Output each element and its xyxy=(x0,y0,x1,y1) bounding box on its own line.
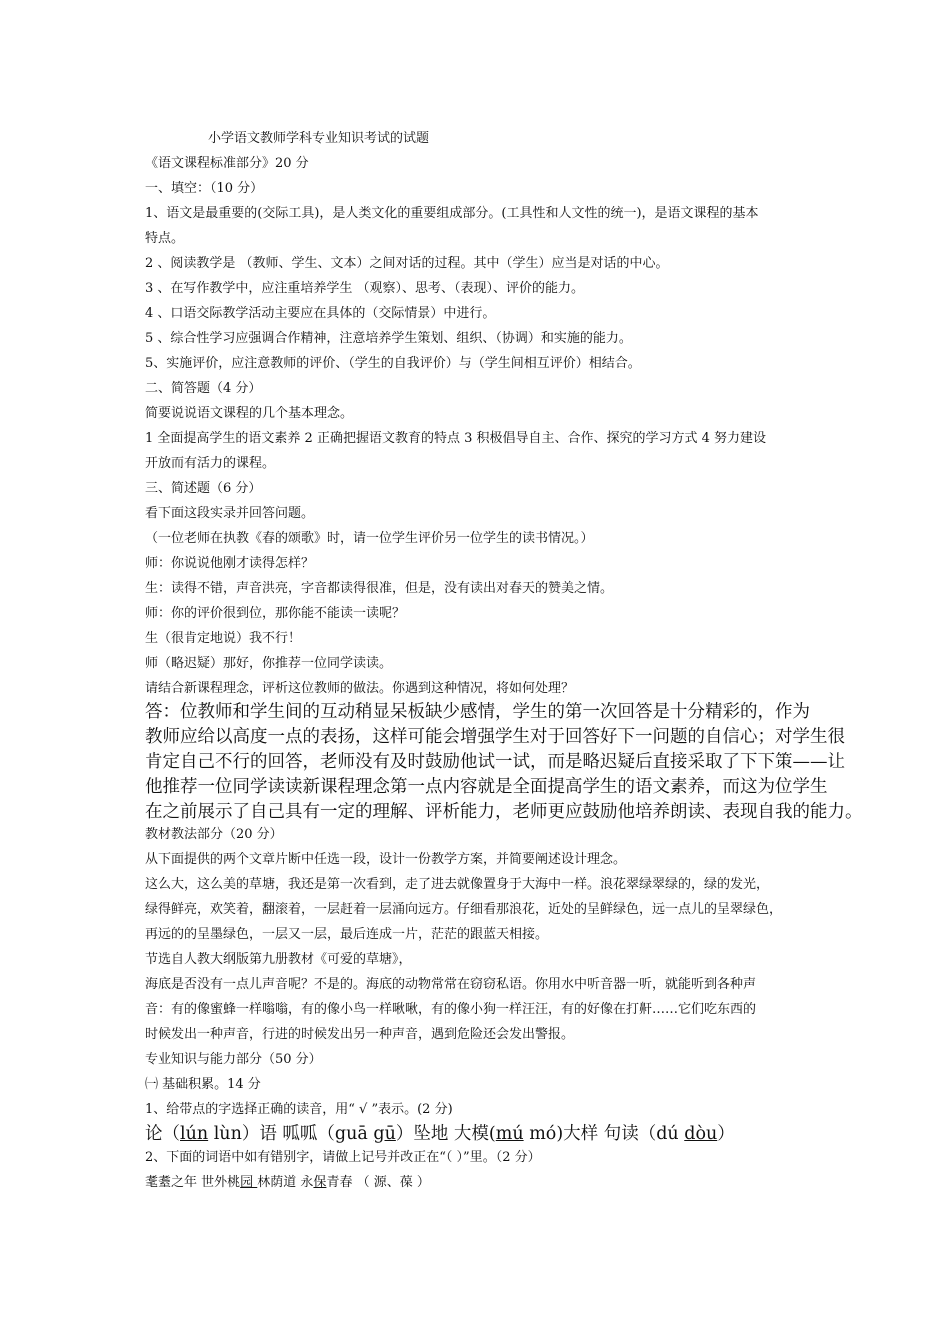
answer-line: 答：位教师和学生间的互动稍显呆板缺少感情，学生的第一次回答是十分精彩的，作为 xyxy=(145,702,810,722)
passage-line: 音：有的像蜜蜂一样嗡嗡，有的像小鸟一样啾啾，有的像小狗一样汪汪，有的好像在打鼾……它们吃东西的 xyxy=(145,1002,757,1017)
question-line: 请结合新课程理念，评析这位教师的做法。你遇到这种情况，将如何处理？ xyxy=(145,681,575,696)
text-line: 5、实施评价，应注意教师的评价、（学生的自我评价）与（学生间相互评价）相结合。 xyxy=(145,356,641,371)
text-line: 1 全面提高学生的语文素养 2 正确把握语文教育的特点 3 积极倡导自主、合作、探究的学习方式 4 努力建设 xyxy=(145,431,767,446)
passage-line: 这么大，这么美的草塘，我还是第一次看到，走了进去就像置身于大海中一样。浪花翠绿翠绿的，绿的发光， xyxy=(145,877,770,892)
pinyin-text: 论（ xyxy=(145,1124,180,1144)
marked-char: 园 xyxy=(240,1175,258,1190)
pinyin-line xyxy=(145,1122,735,1146)
answer-line: 教师应给以高度一点的表扬，这样可能会增强学生对于回答好下一问题的自信心；对学生很 xyxy=(145,727,845,747)
pinyin-text: lùn）语 呱呱（guā xyxy=(208,1124,374,1144)
pinyin-text: mó)大样 句读（dú xyxy=(523,1124,685,1144)
section-heading: 三、简述题（6 分） xyxy=(145,481,262,496)
answer-line: 他推荐一位同学读读新课程理念第一点内容就是全面提高学生的语文素养，而这为位学生 xyxy=(145,777,828,797)
text-line: 2 、阅读教学是 （教师、学生、文本）之间对话的过程。其中（学生）应当是对话的中心。 xyxy=(145,256,669,271)
text-line: 看下面这段实录并回答问题。 xyxy=(145,506,315,521)
answer-text: 林荫道 永 xyxy=(257,1175,314,1190)
pinyin-text: ）坠地 大模( xyxy=(395,1124,496,1144)
question-line: 2、下面的词语中如有错别字，请做上记号并改正在“（ ）”里。（2 分） xyxy=(145,1150,541,1165)
answer-line: 在之前展示了自己具有一定的理解、评析能力，老师更应鼓励他培养朗读、表现自我的能力。 xyxy=(145,802,863,822)
dialogue-line: 师：你的评价很到位，那你能不能读一读呢？ xyxy=(145,606,406,621)
answer-text: 耄耋之年 世外桃 xyxy=(145,1175,241,1190)
section-heading: 专业知识与能力部分（50 分） xyxy=(145,1052,322,1067)
dialogue-line: 生（很肯定地说）我不行！ xyxy=(145,631,302,646)
answer-text: 青春 （ 源、葆 ） xyxy=(326,1175,430,1190)
passage-line: 海底是否没有一点儿声音呢？不是的。海底的动物常常在窃窃私语。你用水中听音器一听，就能听到各种声 xyxy=(145,977,757,992)
text-line: 4 、口语交际教学活动主要应在具体的（交际情景）中进行。 xyxy=(145,306,496,321)
dialogue-line: 生：读得不错，声音洪亮，字音都读得很准，但是，没有读出对春天的赞美之情。 xyxy=(145,581,614,596)
text-line: 特点。 xyxy=(145,231,185,246)
text-line: 从下面提供的两个文章片断中任选一段，设计一份教学方案，并简要阐述设计理念。 xyxy=(145,852,627,867)
section-heading: 教材教法部分（20 分） xyxy=(145,827,283,842)
marked-char: 保 xyxy=(313,1175,327,1190)
answer-line: 肯定自己不行的回答，老师没有及时鼓励他试一试，而是略迟疑后直接采取了下下策——让 xyxy=(145,752,845,772)
answer-line xyxy=(145,1174,430,1192)
pinyin-answer: dòu xyxy=(684,1124,718,1144)
pinyin-answer: mú xyxy=(495,1124,524,1144)
section-heading: 《语文课程标准部分》20 分 xyxy=(145,156,309,171)
pinyin-answer: lún xyxy=(180,1124,209,1144)
passage-line: 再远的的呈墨绿色，一层又一层，最后连成一片，茫茫的跟蓝天相接。 xyxy=(145,927,549,942)
passage-line: 绿得鲜亮，欢笑着，翻滚着，一层赶着一层涌向远方。仔细看那浪花，近处的呈鲜绿色，远一点儿的呈翠绿色， xyxy=(145,902,783,917)
text-line: 开放而有活力的课程。 xyxy=(145,456,276,471)
passage-line: 时候发出一种声音，行进的时候发出另一种声音，遇到危险还会发出警报。 xyxy=(145,1027,575,1042)
section-heading: 一、填空：（10 分） xyxy=(145,181,264,196)
document-title: 小学语文教师学科专业知识考试的试题 xyxy=(208,131,430,146)
pinyin-answer: gū xyxy=(373,1124,396,1144)
text-line: 3 、在写作教学中，应注重培养学生 （观察）、思考、（表现）、评价的能力。 xyxy=(145,281,585,296)
text-line: 5 、综合性学习应强调合作精神，注意培养学生策划、组织、（协调）和实施的能力。 xyxy=(145,331,632,346)
text-line: （一位老师在执教《春的颂歌》时，请一位学生评价另一位学生的读书情况。） xyxy=(145,531,594,546)
question-line: 1、给带点的字选择正确的读音，用“ √ ”表示。(2 分) xyxy=(145,1102,453,1117)
passage-source: 节选自人教大纲版第九册教材《可爱的草塘》， xyxy=(145,952,412,967)
text-line: 简要说说语文课程的几个基本理念。 xyxy=(145,406,354,421)
dialogue-line: 师：你说说他刚才读得怎样？ xyxy=(145,556,315,571)
pinyin-text: ） xyxy=(717,1124,735,1144)
section-heading: 二、简答题（4 分） xyxy=(145,381,262,396)
subsection-heading: ㈠ 基础积累。14 分 xyxy=(145,1077,261,1092)
dialogue-line: 师（略迟疑）那好，你推荐一位同学读读。 xyxy=(145,656,393,671)
text-line: 1、语文是最重要的(交际工具)，是人类文化的重要组成部分。(工具性和人文性的统一)，是语文课程的基本 xyxy=(145,206,759,221)
